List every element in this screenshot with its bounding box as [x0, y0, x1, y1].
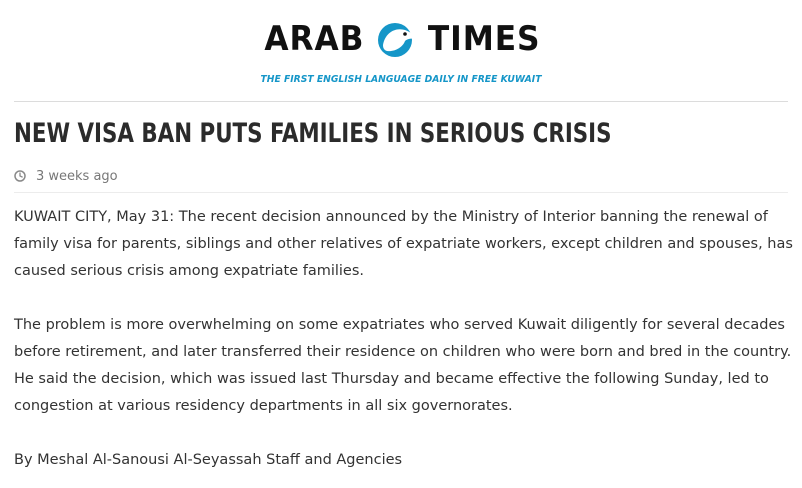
- article-timestamp: 3 weeks ago: [36, 168, 118, 184]
- article-meta: [14, 166, 118, 186]
- site-masthead: [0, 14, 802, 94]
- logo-text-right: TIMES: [428, 19, 541, 59]
- bird-logo-icon: [375, 19, 417, 59]
- article-byline: By Meshal Al-Sanousi Al-Seyassah Staff and Agencies: [14, 452, 403, 468]
- article-body: [14, 204, 794, 474]
- article-paragraph: KUWAIT CITY, May 31: The recent decision announced by the Ministry of Interior banning the renewal of family visa for parents, siblings and other relatives of expatriate workers, except children and spouses, has caused serious crisis among expatriate families.: [14, 209, 793, 279]
- meta-divider: [14, 192, 788, 193]
- article-headline: NEW VISA BAN PUTS FAMILIES IN SERIOUS CRISIS: [14, 118, 612, 149]
- logo-text-left: ARAB: [264, 19, 365, 59]
- article-paragraph: The problem is more overwhelming on some expatriates who served Kuwait diligently for several decades before retirement, and later transferred their residence on children who were born and bred in the country. He said the decision, which was issued last Thursday and became effective the following Sunday, led to congestion at various residency departments in all six governorates.: [14, 317, 792, 414]
- site-logo[interactable]: [4, 14, 802, 64]
- site-tagline: THE FIRST ENGLISH LANGUAGE DAILY IN FREE KUWAIT: [260, 74, 542, 85]
- header-divider: [14, 101, 788, 102]
- clock-icon: [14, 170, 26, 182]
